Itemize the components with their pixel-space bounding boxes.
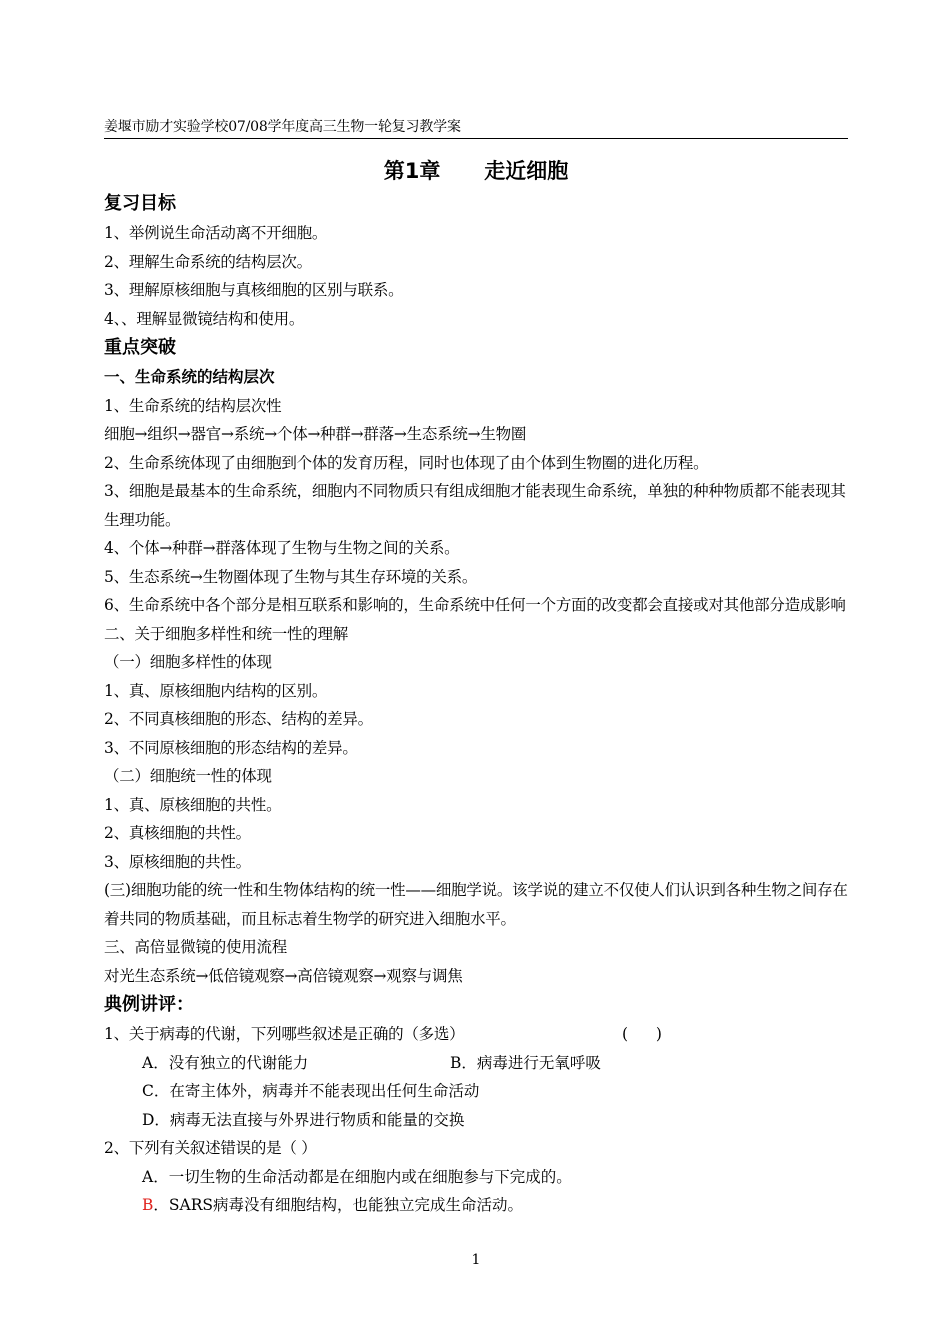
question-2: [104, 1134, 848, 1163]
review-goal-item: 3、理解原核细胞与真核细胞的区别与联系。: [104, 281, 404, 299]
part1-heading: 一、生命系统的结构层次: [104, 368, 275, 386]
part1-line: 2、生命系统体现了由细胞到个体的发育历程，同时也体现了由个体到生物圈的进化历程。: [104, 453, 709, 472]
part1-line: 5、生态系统→生物圈体现了生物与其生存环境的关系。: [104, 567, 478, 586]
document-body: [104, 153, 848, 1220]
part1-line: 4、个体→种群→群落体现了生物与生物之间的关系。: [104, 539, 460, 557]
answer-blank: ( ): [622, 1025, 662, 1043]
header-rule: [104, 138, 848, 139]
unity-heading: （二）细胞统一性的体现: [104, 767, 272, 785]
page-number: 1: [471, 1252, 481, 1268]
diversity-item: 1、真、原核细胞内结构的区别。: [104, 681, 328, 700]
question-2-stem: 2、下列有关叙述错误的是（ ）: [104, 1139, 317, 1157]
diversity-item: 3、不同原核细胞的形态结构的差异。: [104, 738, 358, 757]
question-1-stem: 1、关于病毒的代谢，下列哪些叙述是正确的（多选）: [104, 1025, 465, 1043]
part1-line: 1、生命系统的结构层次性: [104, 396, 282, 415]
option-a: A．一切生物的生命活动都是在细胞内或在细胞参与下完成的。: [142, 1167, 572, 1186]
part1-line: 6、生命系统中各个部分是相互联系和影响的，生命系统中任何一个方面的改变都会直接或对其他部分造成影响: [104, 596, 846, 614]
key-points-heading: 重点突破: [104, 337, 176, 358]
examples-heading: 典例讲评：: [104, 994, 194, 1015]
question-1: [104, 1020, 848, 1049]
unity-item: 1、真、原核细胞的共性。: [104, 795, 282, 814]
document-page: [104, 0, 848, 1342]
diversity-heading: （一）细胞多样性的体现: [104, 653, 272, 671]
option-b: B．病毒进行无氧呼吸: [450, 1053, 601, 1072]
question-2-option-a-row: [104, 1163, 848, 1192]
diversity-item: 2、不同真核细胞的形态、结构的差异。: [104, 710, 373, 728]
question-1-option-c-row: [104, 1077, 848, 1106]
review-goals-heading: 复习目标: [104, 193, 176, 214]
question-1-options-ab: [104, 1049, 848, 1078]
question-2-option-b-row: [104, 1191, 848, 1220]
chapter-title: 第1章 走近细胞: [383, 159, 569, 183]
review-goal-item: 1、举例说生命活动离不开细胞。: [104, 224, 328, 242]
unity-item: 2、真核细胞的共性。: [104, 824, 251, 842]
review-goal-item: 4、、理解显微镜结构和使用。: [104, 309, 305, 328]
microscope-flow: 对光生态系统→低倍镜观察→高倍镜观察→观察与调焦: [104, 966, 463, 985]
option-b-letter-marked: B: [142, 1196, 154, 1214]
cell-theory-paragraph: (三)细胞功能的统一性和生物体结构的统一性——细胞学说。该学说的建立不仅使人们认识到各种生物之间存在着共同的物质基础，而且标志着生物学的研究进入细胞水平。: [104, 881, 848, 928]
option-a: A．没有独立的代谢能力: [142, 1053, 309, 1072]
part1-line: 3、细胞是最基本的生命系统，细胞内不同物质只有组成细胞才能表现生命系统，单独的种种物质都不能表现其生理功能。: [104, 482, 846, 529]
hierarchy-chain: 细胞→组织→器官→系统→个体→种群→群落→生态系统→生物圈: [104, 425, 527, 443]
part3-heading: 三、高倍显微镜的使用流程: [104, 938, 288, 956]
option-b-text: ．SARS病毒没有细胞结构，也能独立完成生命活动。: [153, 1196, 523, 1214]
review-goal-item: 2、理解生命系统的结构层次。: [104, 252, 312, 271]
unity-item: 3、原核细胞的共性。: [104, 852, 251, 871]
option-c: C．在寄主体外，病毒并不能表现出任何生命活动: [142, 1082, 480, 1100]
question-1-option-d-row: [104, 1106, 848, 1135]
option-d: D．病毒无法直接与外界进行物质和能量的交换: [142, 1110, 465, 1129]
page-header: 姜堰市励才实验学校07/08学年度高三生物一轮复习教学案: [104, 119, 461, 135]
part2-heading: 二、关于细胞多样性和统一性的理解: [104, 624, 349, 643]
